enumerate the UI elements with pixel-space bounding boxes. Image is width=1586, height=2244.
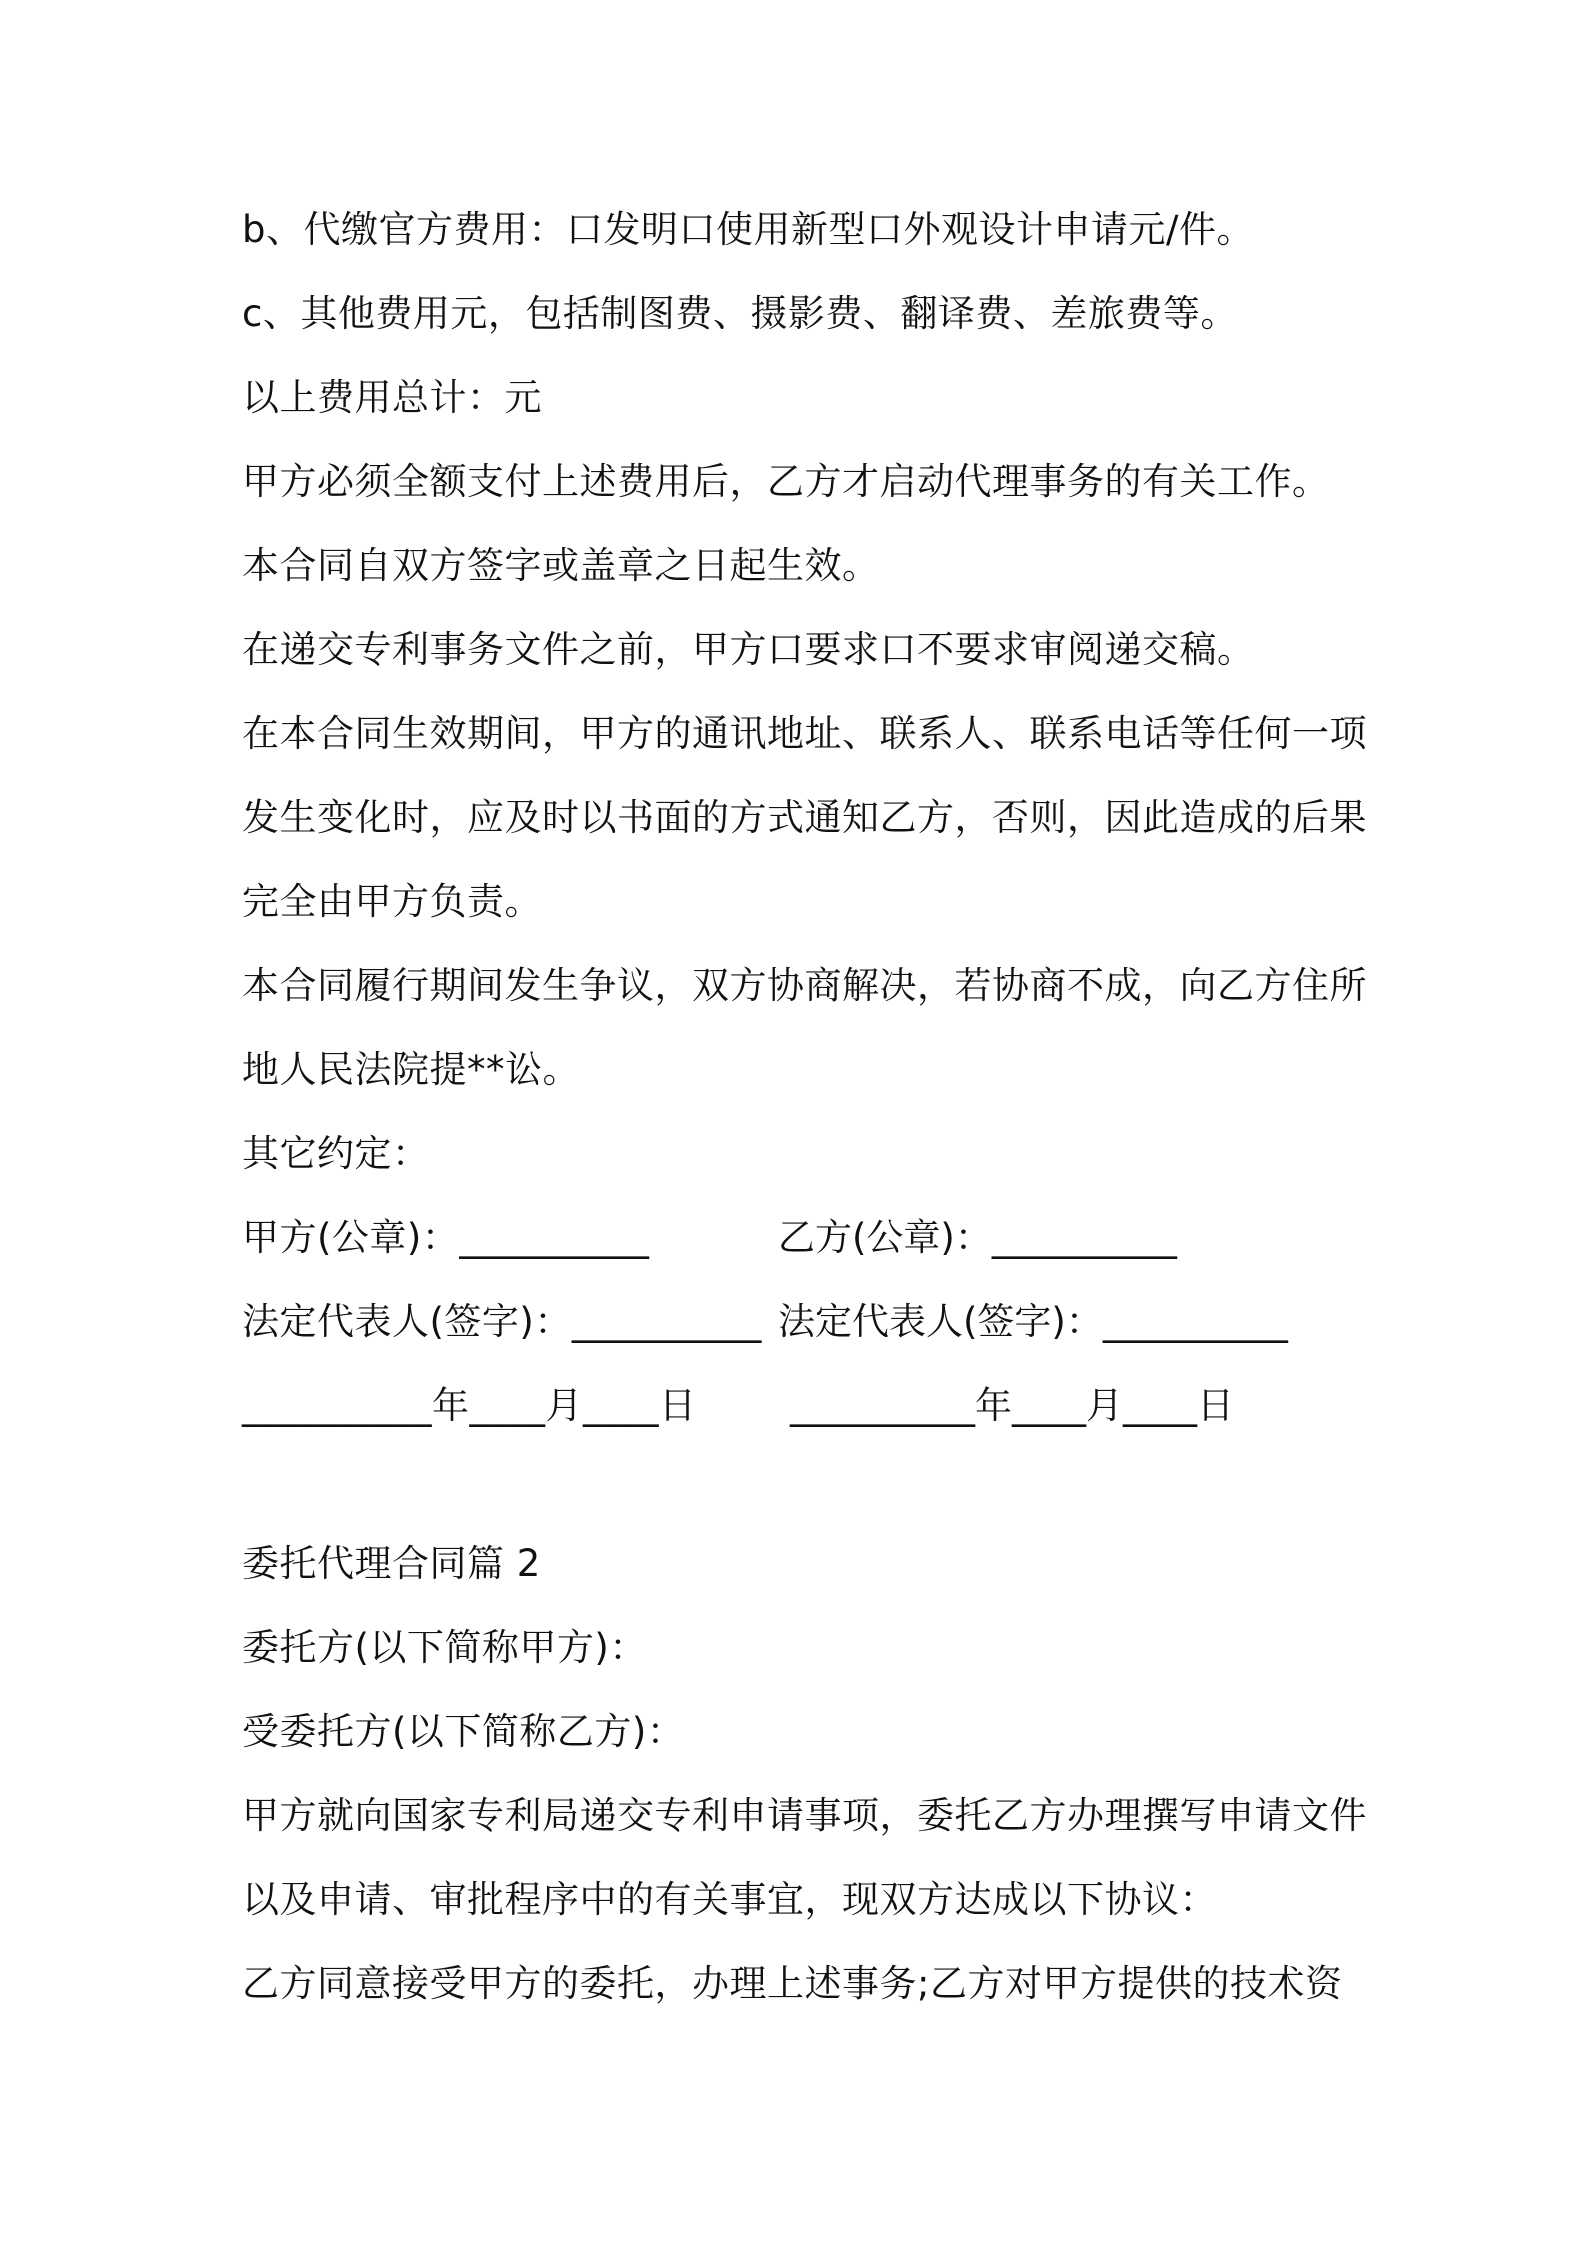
acceptance-clause: 乙方同意接受甲方的委托，办理上述事务;乙方对甲方提供的技术资 [242,1962,1343,2005]
dispute-clause-1: 本合同履行期间发生争议，双方协商解决，若协商不成，向乙方住所 [242,964,1367,1007]
other-agreement-label: 其它约定： [242,1132,430,1175]
fee-other-line: c、其他费用元，包括制图费、摄影费、翻译费、差旅费等。 [242,292,1238,335]
fee-total-line: 以上费用总计：元 [242,376,542,419]
effective-clause: 本合同自双方签字或盖章之日起生效。 [242,544,880,587]
party-a-seal: 甲方(公章)：__________ [242,1216,650,1259]
contact-change-clause-3: 完全由甲方负责。 [242,880,542,923]
section-2-title: 委托代理合同篇 2 [242,1542,541,1585]
party-a-date: __________年____月____日 [242,1384,697,1427]
payment-clause: 甲方必须全额支付上述费用后，乙方才启动代理事务的有关工作。 [242,460,1330,503]
fee-official-line: b、代缴官方费用：口发明口使用新型口外观设计申请元/件。 [242,208,1254,251]
client-line: 委托方(以下简称甲方)： [242,1626,647,1669]
agreement-intro-1: 甲方就向国家专利局递交专利申请事项，委托乙方办理撰写申请文件 [242,1794,1367,1837]
party-b-date: __________年____月____日 [790,1384,1234,1427]
party-b-seal: 乙方(公章)：__________ [778,1216,1177,1259]
party-a-representative: 法定代表人(签字)：__________ [242,1300,762,1343]
agent-line: 受委托方(以下简称乙方)： [242,1710,685,1753]
review-clause: 在递交专利事务文件之前，甲方口要求口不要求审阅递交稿。 [242,628,1255,671]
dispute-clause-2: 地人民法院提**讼。 [242,1048,580,1091]
contact-change-clause-1: 在本合同生效期间，甲方的通讯地址、联系人、联系电话等任何一项 [242,712,1367,755]
contact-change-clause-2: 发生变化时，应及时以书面的方式通知乙方，否则，因此造成的后果 [242,796,1367,839]
agreement-intro-2: 以及申请、审批程序中的有关事宜，现双方达成以下协议： [242,1878,1217,1921]
party-b-representative: 法定代表人(签字)：__________ [778,1300,1288,1343]
